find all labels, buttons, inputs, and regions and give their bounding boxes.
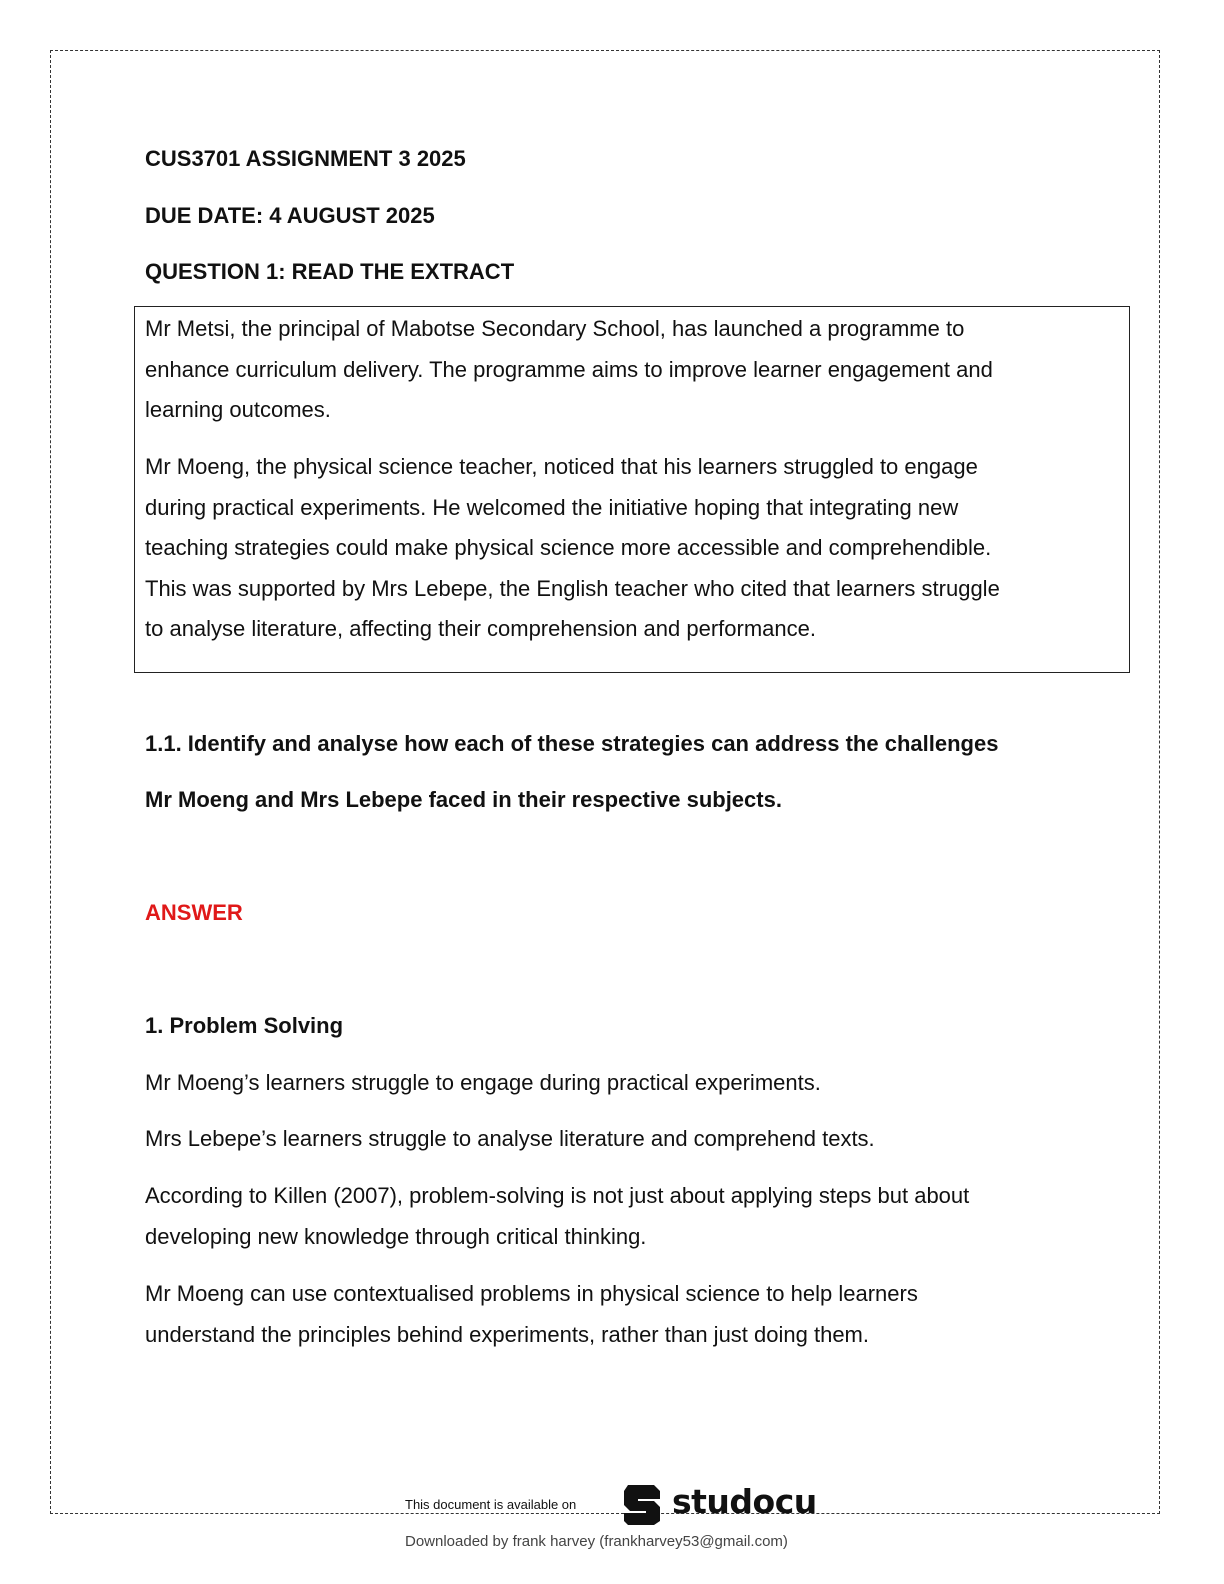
body-paragraph [145, 1273, 1105, 1355]
body-paragraph [145, 1175, 1105, 1257]
extract-line: learning outcomes. [145, 397, 331, 423]
body-line: understand the principles behind experiments, rather than just doing them. [145, 1322, 869, 1347]
extract-line: Mr Metsi, the principal of Mabotse Secondary School, has launched a programme to [145, 316, 965, 341]
question-1-1-line: Mr Moeng and Mrs Lebepe faced in their respective subjects. [145, 787, 782, 812]
extract-line: to analyse literature, affecting their comprehension and performance. [145, 616, 816, 642]
answer-label: ANSWER [145, 900, 243, 925]
extract-paragraph-1 [145, 309, 1105, 431]
body-line: Mr Moeng can use contextualised problems in physical science to help learners [145, 1281, 918, 1306]
document-title: CUS3701 ASSIGNMENT 3 2025 [145, 146, 466, 171]
body-paragraph: Mrs Lebepe’s learners struggle to analyse literature and comprehend texts. [145, 1126, 875, 1151]
extract-paragraph-2 [145, 447, 1105, 650]
section-heading: 1. Problem Solving [145, 1013, 344, 1038]
studocu-logo-icon [620, 1481, 666, 1527]
studocu-logo[interactable] [620, 1480, 817, 1528]
extract-line: enhance curriculum delivery. The programme aims to improve learner engagement and [145, 356, 993, 382]
question-heading: QUESTION 1: READ THE EXTRACT [145, 259, 515, 284]
extract-line: This was supported by Mrs Lebepe, the English teacher who cited that learners struggle [145, 575, 1000, 601]
question-1-1-line: 1.1. Identify and analyse how each of these strategies can address the challenges [145, 731, 999, 756]
body-line: developing new knowledge through critical thinking. [145, 1224, 647, 1249]
body-paragraph: Mr Moeng’s learners struggle to engage during practical experiments. [145, 1070, 821, 1095]
extract-line: Mr Moeng, the physical science teacher, noticed that his learners struggled to engage [145, 454, 978, 479]
extract-line: teaching strategies could make physical science more accessible and comprehendible. [145, 535, 992, 561]
body-line: According to Killen (2007), problem-solving is not just about applying steps but about [145, 1183, 970, 1208]
studocu-wordmark: studocu [672, 1482, 817, 1521]
due-date: DUE DATE: 4 AUGUST 2025 [145, 203, 435, 228]
footer-available-text: This document is available on [405, 1497, 577, 1512]
extract-line: during practical experiments. He welcomed the initiative hoping that integrating new [145, 494, 959, 520]
footer-downloaded-text: Downloaded by frank harvey (frankharvey53@gmail.com) [405, 1533, 788, 1550]
